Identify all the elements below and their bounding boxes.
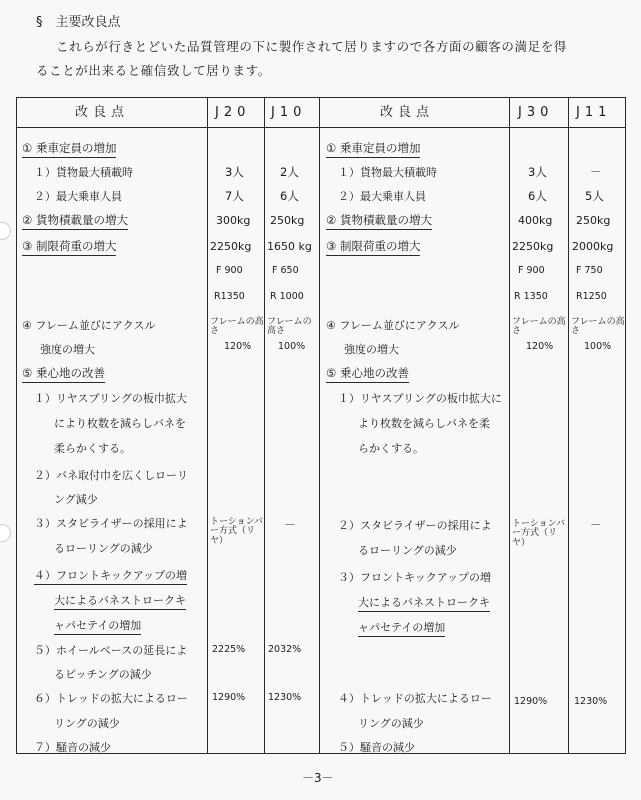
right-r1a: １）リヤスプリングの板巾拡大に (338, 392, 502, 405)
j20-tread: 1290% (212, 692, 246, 703)
j10-wheelbase: 2032% (268, 644, 302, 655)
j20-frame: フレームの高さ (210, 317, 264, 337)
left-cap2: ２）最大乗車人員 (34, 190, 122, 203)
right-ride: ⑤ 乗心地の改善 (326, 368, 409, 380)
left-payload: ② 貨物積載量の増大 (22, 215, 128, 227)
j10-frame-pct: 100% (278, 341, 306, 352)
right-gvw: ③ 制限荷重の増大 (326, 241, 420, 253)
right-payload: ② 貨物積載量の増大 (326, 215, 432, 227)
page-number: －3－ (302, 771, 334, 785)
j30-cap1: 3人 (528, 165, 547, 179)
header-item-left: 改良点 (75, 105, 130, 120)
left-frame2: 強度の増大 (40, 343, 95, 356)
left-r2a: ２）バネ取付巾を広くしローリ (34, 469, 188, 482)
j11-gvw: 2000kg (572, 240, 614, 253)
right-r1c: らかくする。 (358, 442, 424, 455)
j20-cap1: 3人 (225, 165, 244, 179)
left-r5a: ５）ホイールベースの延長によ (34, 644, 188, 657)
left-r5b: るピッチングの減少 (54, 668, 152, 681)
j30-stabilizer: トーションバー方式（リヤ） (512, 519, 566, 548)
left-r1b: により枚数を減らしバネを (54, 417, 186, 430)
right-capacity: ① 乗車定員の増加 (326, 143, 420, 155)
left-r4a: ４）フロントキックアップの増 (34, 570, 187, 581)
right-r3b: 大によるバネストロークキ (358, 597, 490, 608)
j20-rear: R1350 (214, 291, 245, 302)
left-ride: ⑤ 乗心地の改善 (22, 368, 105, 380)
right-r4a: ４）トレッドの拡大によるロー (338, 692, 492, 705)
right-r1b: より枚数を減らしバネを柔 (358, 417, 490, 430)
j30-payload: 400kg (518, 214, 553, 227)
j20-front: F 900 (216, 265, 243, 276)
j20-wheelbase: 2225% (212, 644, 246, 655)
left-r4c: ャパセテイの増加 (54, 620, 141, 631)
right-frame2: 強度の増大 (344, 343, 399, 356)
j20-stabilizer: トーションバー方式（リヤ） (210, 517, 264, 546)
left-r7: ７）騒音の減少 (34, 741, 111, 754)
j11-rear: R1250 (576, 291, 607, 302)
left-cap1: １）貨物最大積載時 (34, 166, 133, 179)
j20-payload: 300kg (216, 214, 251, 227)
col-divider (568, 97, 569, 754)
right-r5: ５）騒音の減少 (338, 741, 415, 754)
right-r3c: ャパセテイの増加 (358, 622, 445, 633)
j10-gvw: 1650 kg (267, 240, 312, 253)
header-j11: J11 (576, 105, 612, 120)
j10-frame: フレームの高さ (267, 317, 312, 337)
j11-frame: フレームの高さ (571, 317, 625, 337)
header-j10: J10 (271, 105, 307, 120)
left-r1a: １）リヤスプリングの板巾拡大 (34, 392, 187, 405)
j10-stabilizer: － (284, 518, 296, 532)
j30-rear: R 1350 (514, 291, 548, 302)
col-divider (264, 97, 265, 754)
section-heading: § 主要改良点 (36, 15, 121, 30)
j11-cap1: － (590, 165, 602, 179)
left-r4b: 大によるバネストロークキ (54, 595, 186, 606)
left-r3a: ３）スタビライザーの採用によ (34, 517, 188, 530)
left-r1c: 柔らかくする。 (54, 442, 131, 455)
intro-line-2: ることが出来ると確信致して居ります。 (36, 63, 271, 78)
header-j20: J20 (215, 105, 251, 120)
right-r2b: るローリングの減少 (358, 544, 457, 557)
intro-line-1: これらが行きとどいた品質管理の下に製作されて居りますので各方面の顧客の満足を得 (56, 39, 567, 54)
j20-gvw: 2250kg (210, 240, 252, 253)
col-divider (207, 97, 208, 754)
j11-payload: 250kg (576, 214, 611, 227)
j11-stabilizer: － (590, 518, 602, 532)
j30-cap2: 6人 (528, 189, 547, 203)
j11-cap2: 5人 (585, 189, 604, 203)
j30-frame: フレームの高さ (512, 317, 566, 337)
left-r6a: ６）トレッドの拡大によるロー (34, 692, 188, 705)
j10-rear: R 1000 (270, 291, 304, 302)
j30-tread: 1290% (514, 696, 548, 707)
j10-front: F 650 (272, 265, 299, 276)
right-r4b: リングの減少 (358, 717, 424, 730)
j10-cap1: 2人 (280, 165, 299, 179)
left-r3b: るローリングの減少 (54, 542, 153, 555)
left-capacity: ① 乗車定員の増加 (22, 143, 116, 155)
j11-frame-pct: 100% (584, 341, 612, 352)
j30-frame-pct: 120% (526, 341, 554, 352)
left-r6b: リングの減少 (54, 717, 120, 730)
j30-front: F 900 (518, 265, 545, 276)
j10-payload: 250kg (270, 214, 305, 227)
j10-cap2: 6人 (280, 189, 299, 203)
j10-tread: 1230% (268, 692, 302, 703)
right-frame1: ④ フレーム並びにアクスル (326, 319, 460, 332)
binder-hole-bottom (0, 524, 11, 542)
right-r3a: ３）フロントキックアップの増 (338, 571, 492, 584)
left-gvw: ③ 制限荷重の増大 (22, 241, 116, 253)
right-cap1: １）貨物最大積載時 (338, 166, 437, 179)
j30-gvw: 2250kg (512, 240, 554, 253)
j11-front: F 750 (576, 265, 603, 276)
left-r2b: ング減少 (54, 493, 98, 506)
header-j30: J30 (518, 105, 554, 120)
header-item-right: 改良点 (380, 105, 435, 120)
col-divider-center (319, 97, 320, 754)
left-frame1: ④ フレーム並びにアクスル (22, 319, 156, 332)
j20-frame-pct: 120% (224, 341, 252, 352)
binder-hole-top (0, 222, 11, 240)
j20-cap2: 7人 (225, 189, 244, 203)
right-r2a: ２）スタビライザーの採用によ (338, 519, 492, 532)
header-divider (16, 127, 626, 128)
j11-tread: 1230% (574, 696, 608, 707)
col-divider (509, 97, 510, 754)
right-cap2: ２）最大乗車人員 (338, 190, 426, 203)
